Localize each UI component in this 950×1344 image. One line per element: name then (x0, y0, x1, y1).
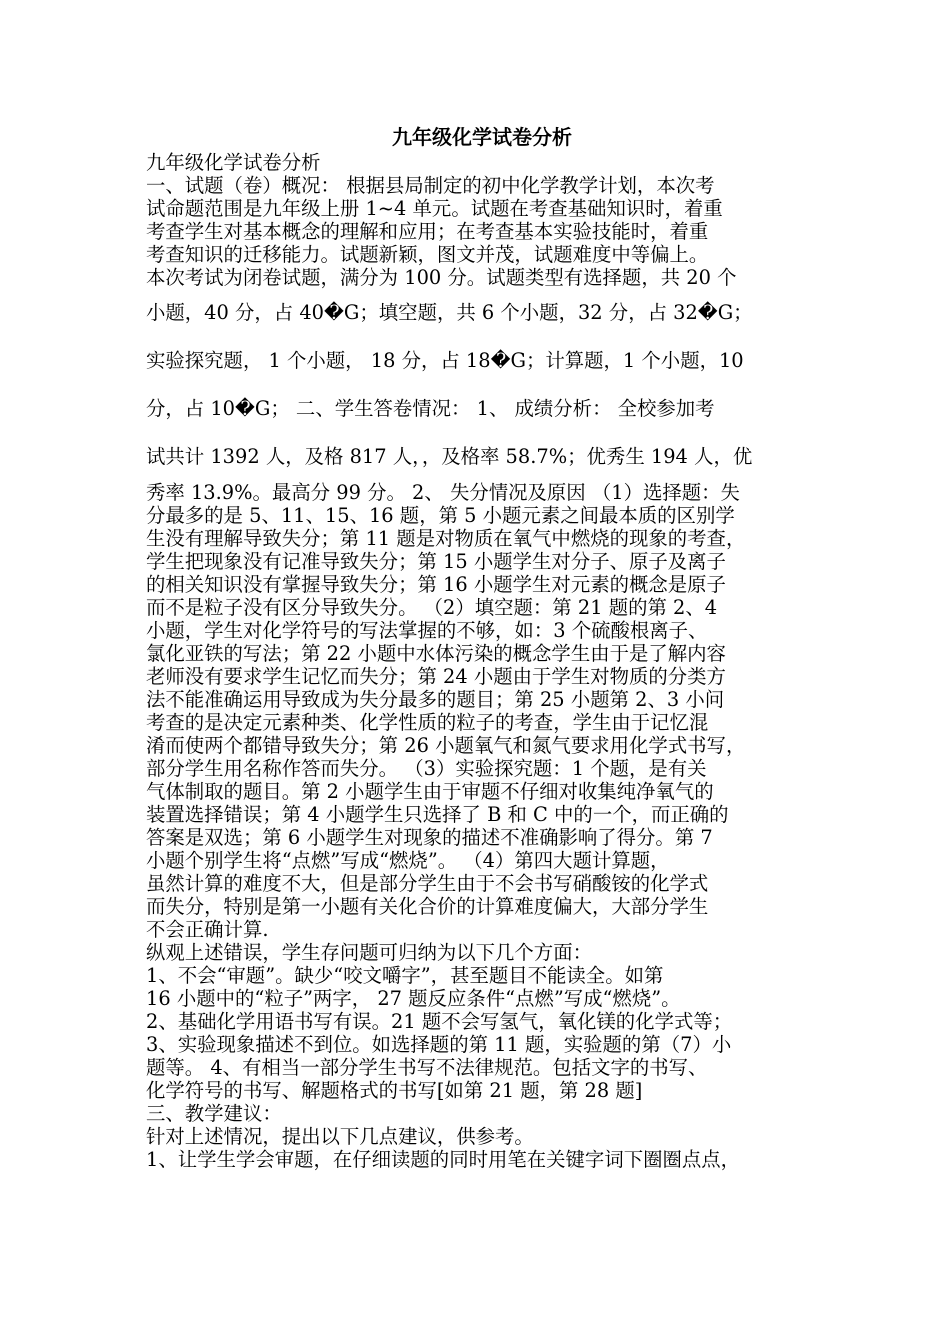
text-line: 分最多的是 5、11、15、16 题，第 5 小题元素之间最本质的区别学 (146, 504, 735, 527)
document-body (146, 151, 818, 1171)
text-line: 不会正确计算. (146, 918, 269, 941)
text-line: 题等。 4、有相当一部分学生书写不法律规范。包括文字的书写、 (146, 1056, 708, 1079)
text-line: 针对上述情况，提出以下几点建议，供参考。 (146, 1125, 534, 1148)
text-line: 学生把现象没有记准导致失分；第 15 小题学生对分子、原子及离子 (146, 550, 726, 573)
text-line: 答案是双选；第 6 小题学生对现象的描述不准确影响了得分。第 7 (146, 826, 713, 849)
text-line: 秀率 13.9%。最高分 99 分。 2、 失分情况及原因 （1）选择题：失 (146, 481, 740, 504)
text-line: 考查的是决定元素种类、化学性质的粒子的考查，学生由于记忆混 (146, 711, 709, 734)
text-line: 16 小题中的“粒子”两字， 27 题反应条件“点燃”写成“燃烧”。 (146, 987, 681, 1010)
text-line: 考查学生对基本概念的理解和应用；在考查基本实验技能时，着重 (146, 220, 709, 243)
text-line: 一、试题（卷）概况： 根据县局制定的初中化学教学计划，本次考 (146, 174, 715, 197)
text-line: 小题个别学生将“点燃”写成“燃烧”。 （4）第四大题计算题， (146, 849, 670, 872)
text-line: 装置选择错误；第 4 小题学生只选择了 B 和 C 中的一个，而正确的 (146, 803, 729, 826)
text-line: 三、教学建议： (146, 1102, 282, 1125)
text-line: 氯化亚铁的写法；第 22 小题中水体污染的概念学生由于是了解内容 (146, 642, 726, 665)
text-line: 而失分，特别是第一小题有关化合价的计算难度偏大，大部分学生 (146, 895, 709, 918)
text-line: 生没有理解导致失分；第 11 题是对物质在氧气中燃烧的现象的考查， (146, 527, 746, 550)
text-line: 考查知识的迁移能力。试题新颖，图文并茂，试题难度中等偏上。 (146, 243, 709, 266)
text-line: 的相关知识没有掌握导致失分；第 16 小题学生对元素的概念是原子 (146, 573, 726, 596)
text-line: 法不能准确运用导致成为失分最多的题目；第 25 小题第 2、3 小问 (146, 688, 725, 711)
text-line: 纵观上述错误，学生存问题可归纳为以下几个方面： (146, 941, 592, 964)
text-line: 本次考试为闭卷试题，满分为 100 分。试题类型有选择题，共 20 个 (146, 266, 737, 289)
text-line: 试命题范围是九年级上册 1~4 单元。试题在考查基础知识时，着重 (146, 197, 723, 220)
text-line: 九年级化学试卷分析 (146, 151, 321, 174)
text-line: 小题，40 分，占 40�G；填空题，共 6 个小题，32 分，占 32�G； (146, 301, 753, 324)
text-line: 老师没有要求学生记忆而失分；第 24 小题由于学生对物质的分类方 (146, 665, 726, 688)
text-line: 1、不会“审题”。缺少“咬文嚼字”，甚至题目不能读全。如第 (146, 964, 664, 987)
text-line: 部分学生用名称作答而失分。 （3）实验探究题：1 个题，是有关 (146, 757, 707, 780)
text-line: 气体制取的题目。第 2 小题学生由于审题不仔细对收集纯净氧气的 (146, 780, 714, 803)
text-line: 淆而使两个都错导致失分；第 26 小题氧气和氮气要求用化学式书写， (146, 734, 746, 757)
text-line: 3、实验现象描述不到位。如选择题的第 11 题，实验题的第（7）小 (146, 1033, 732, 1056)
document-page (146, 124, 818, 1171)
text-line: 而不是粒子没有区分导致失分。 （2）填空题：第 21 题的第 2、4 (146, 596, 718, 619)
text-line: 实验探究题， 1 个小题， 18 分，占 18�G；计算题，1 个小题，10 (146, 349, 744, 372)
document-title: 九年级化学试卷分析 (392, 125, 572, 149)
text-line: 分，占 10�G； 二、学生答卷情况： 1、 成绩分析： 全校参加考 (146, 397, 715, 420)
text-line: 试共计 1392 人，及格 817 人，，及格率 58.7%；优秀生 194 人，优 (146, 445, 753, 468)
text-line: 2、基础化学用语书写有误。21 题不会写氢气，氧化镁的化学式等； (146, 1010, 733, 1033)
text-line: 小题，学生对化学符号的写法掌握的不够，如：3 个硫酸根离子、 (146, 619, 708, 642)
text-line: 化学符号的书写、解题格式的书写[如第 21 题，第 28 题] (146, 1079, 643, 1102)
text-line: 虽然计算的难度不大，但是部分学生由于不会书写硝酸铵的化学式 (146, 872, 709, 895)
text-line: 1、让学生学会审题，在仔细读题的同时用笔在关键字词下圈圈点点， (146, 1148, 741, 1171)
